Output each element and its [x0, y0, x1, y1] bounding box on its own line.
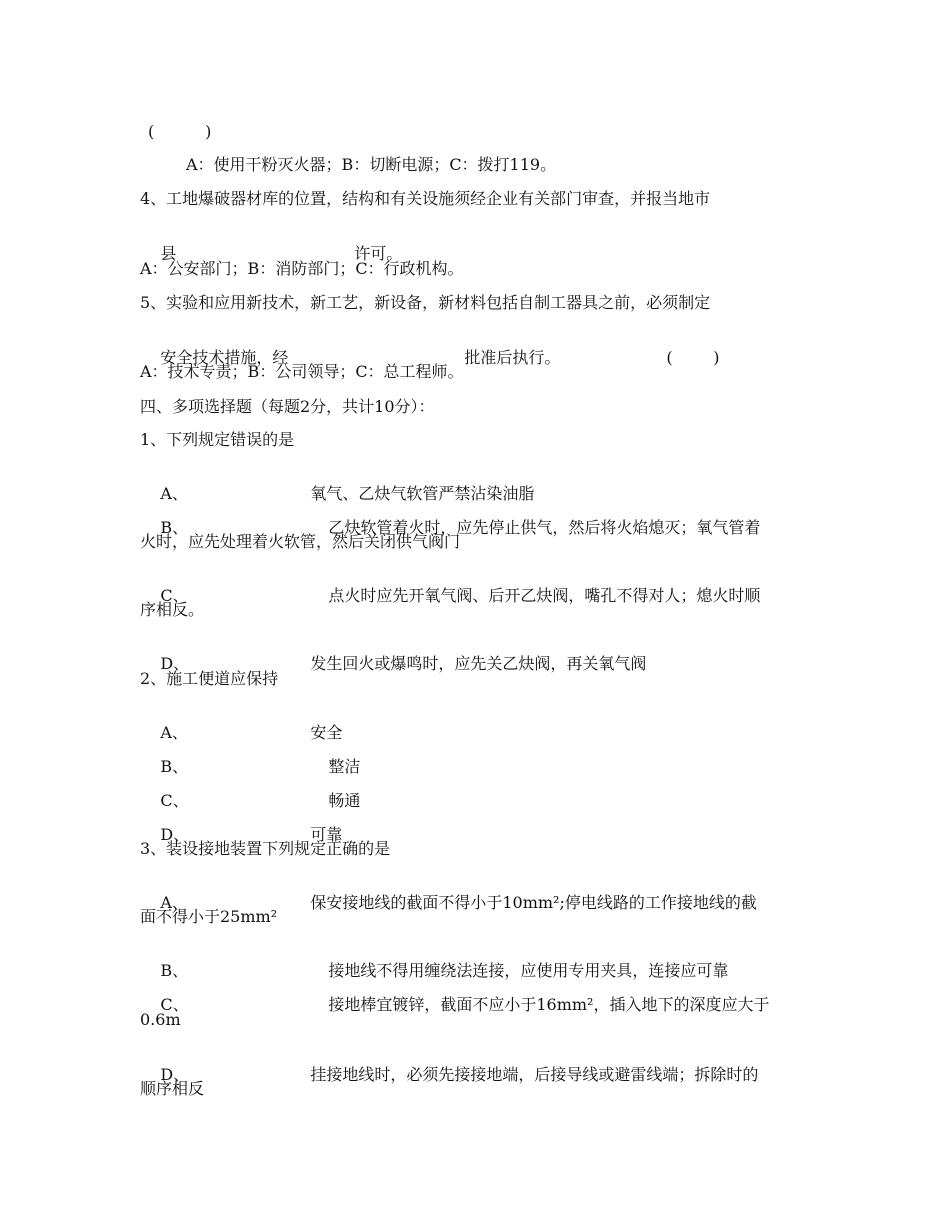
q5-options: A：技术专责；B：公司领导；C：总工程师。 [140, 362, 464, 381]
q4-stem: 4、工地爆破器材库的位置，结构和有关设施须经企业有关部门审查，并报当地市 [140, 189, 711, 208]
option-text: 畅通 [328, 791, 361, 810]
q5-stem: 5、实验和应用新技术，新工艺，新设备，新材料包括自制工器具之前，必须制定 [140, 293, 711, 312]
answer-paren: ( ) [148, 122, 212, 141]
m1-stem: 1、下列规定错误的是 [140, 430, 295, 449]
option-label: A、 [160, 723, 188, 742]
option-label: C、 [160, 586, 189, 605]
m3-option-a-cont: 面不得小于25mm² [140, 907, 278, 926]
option-label: C、 [160, 995, 189, 1014]
option-label: B、 [160, 757, 189, 776]
m1-option-c-cont: 序相反。 [140, 600, 205, 619]
m3-option-c-cont: 0.6m [140, 1010, 181, 1029]
q4-stem-part-b: 许可。 [354, 244, 403, 263]
section-heading: 四、多项选择题（每题2分，共计10分）： [140, 397, 435, 416]
m1-option-b-cont: 火时，应先处理着火软管，然后关闭供气阀门 [140, 532, 461, 551]
q3-options: A：使用干粉灭火器；B：切断电源；C：拨打119。 [186, 155, 557, 174]
option-text: 接地棒宜镀锌，截面不应小于16mm²，插入地下的深度应大于 [328, 995, 770, 1014]
q4-stem-part-a: 县 [160, 244, 177, 263]
m3-option-c [140, 975, 769, 1035]
option-text: 乙炔软管着火时，应先停止供气，然后将火焰熄灭；氧气管着 [328, 518, 761, 537]
option-label: C、 [160, 791, 189, 810]
option-text: 整洁 [328, 757, 361, 776]
option-label: D、 [160, 654, 190, 673]
option-label: D、 [160, 1065, 190, 1084]
q5-stem-part-b: 批准后执行。 [464, 348, 561, 367]
option-label: B、 [160, 961, 189, 980]
m3-stem: 3、装设接地装置下列规定正确的是 [140, 839, 391, 858]
q4-options: A：公安部门；B：消防部门；C：行政机构。 [140, 259, 464, 278]
option-text: 点火时应先开氧气阀、后开乙炔阀，嘴孔不得对人；熄火时顺 [328, 586, 761, 605]
option-text: 发生回火或爆鸣时，应先关乙炔阀，再关氧气阀 [310, 654, 647, 673]
q5-stem-part-a: 安全技术措施，经 [160, 348, 289, 367]
option-label: A、 [160, 893, 188, 912]
option-text: 挂接地线时，必须先接接地端，后接导线或避雷线端；拆除时的 [310, 1065, 759, 1084]
option-label: A、 [160, 484, 188, 503]
option-text: 保安接地线的截面不得小于10mm²;停电线路的工作接地线的截 [310, 893, 757, 912]
m3-option-d [140, 1045, 758, 1105]
option-text: 可靠 [310, 825, 343, 844]
m3-option-d-cont: 顺序相反 [140, 1079, 205, 1098]
m2-stem: 2、施工便道应保持 [140, 669, 279, 688]
option-label: D、 [160, 825, 190, 844]
option-text: 接地线不得用缠绕法连接，应使用专用夹具，连接应可靠 [328, 961, 729, 980]
m1-option-c [140, 566, 760, 626]
option-text: 安全 [310, 723, 343, 742]
option-text: 氧气、乙炔气软管严禁沾染油脂 [310, 484, 535, 503]
answer-paren: ( ) [666, 348, 720, 367]
option-label: B、 [160, 518, 189, 537]
